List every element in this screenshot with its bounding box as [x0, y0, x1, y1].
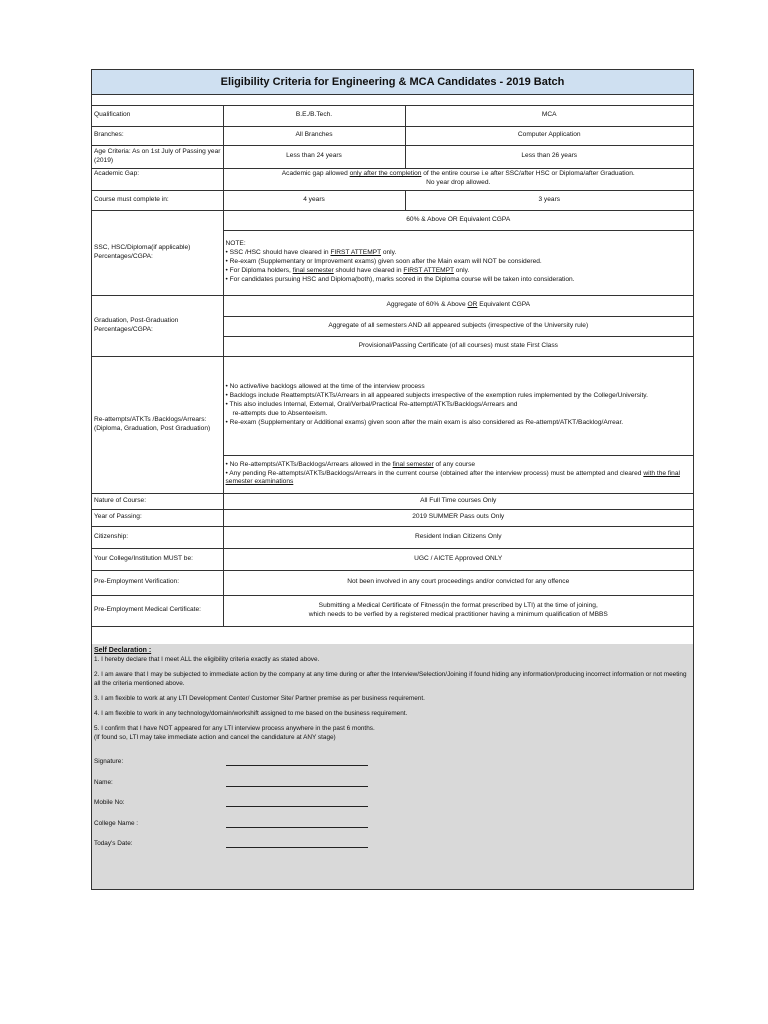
row-label: Citizenship: [92, 526, 223, 548]
mca-value: Computer Application [405, 126, 693, 145]
verification-value: Not been involved in any court proceedings and/or convicted for any offence [223, 570, 693, 595]
field-label: Name: [94, 778, 113, 786]
field-label: Today's Date: [94, 840, 133, 848]
row-label: Your College/Institution MUST be: [92, 548, 223, 570]
grad-semesters: Aggregate of all semesters AND all appeared subjects (irrespective of the University rule) [223, 316, 693, 336]
self-declaration [92, 644, 693, 889]
declaration-item: 2. I am aware that I may be subjected to immediate action by the company at any time during or after the Interview/Selection/Joining if found hiding any information/producing incorrect information or not meeting all the criteria mentioned above. [94, 670, 687, 687]
be-value: All Branches [223, 126, 405, 145]
ssc-percentage-value: 60% & Above OR Equivalent CGPA [223, 210, 693, 230]
grad-aggregate: Aggregate of 60% & Above OR Equivalent CGPA [223, 295, 693, 316]
row-label: Course must complete in: [92, 190, 223, 210]
declaration-item: 1. I hereby declare that I meet ALL the eligibility criteria exactly as stated above. [94, 655, 320, 663]
field-label: Signature: [94, 758, 124, 766]
row-label: Nature of Course: [92, 493, 223, 509]
row-label: SSC, HSC/Diploma(if applicable) Percentages/CGPA: [92, 210, 223, 295]
row-label: Qualification [92, 106, 223, 126]
reattempts-rules: • No active/live backlogs allowed at the time of the interview process • Backlogs include Reattempts/ATKTs/Arrears in all appeared subjects irrespective of the exemption rules implemented by the College/University. • This also includes Internal, External, Oral/Verbal/Practical Re-attempt/ATKTs/Backlogs/Arrears and re-attempts due to Absenteeism. • Re-exam (Supplementary or Additional exams) given soon after the main exam is also considered as Re-attempt/ATKT/Backlog/Arrear. [223, 356, 693, 455]
branches-row [92, 126, 693, 145]
blank-line[interactable] [226, 847, 368, 848]
row-label: Graduation, Post-Graduation Percentages/CGPA: [92, 295, 223, 356]
nature-row [92, 493, 693, 509]
college-value: UGC / AICTE Approved ONLY [223, 548, 693, 570]
nature-value: All Full Time courses Only [223, 493, 693, 509]
declaration-item: 4. I am flexible to work in any technology/domain/workshift assigned to me based on the business requirement. [94, 709, 408, 717]
graduation-row [92, 295, 693, 316]
underlined-text: only after the completion [349, 170, 422, 178]
gap-value: Academic gap allowed only after the completion of the entire course i.e after SSC/after HSC or Diploma/after Graduation. No year drop allowed. [223, 168, 693, 190]
blank-line[interactable] [226, 786, 368, 787]
citizenship-value: Resident Indian Citizens Only [223, 526, 693, 548]
medical-row [92, 595, 693, 626]
sheet-title: Eligibility Criteria for Engineering & MCA Candidates - 2019 Batch [92, 70, 693, 95]
ssc-hsc-row [92, 210, 693, 230]
year-row [92, 509, 693, 526]
row-label: Pre-Employment Medical Certificate: [92, 595, 223, 626]
mca-value: MCA [405, 106, 693, 126]
citizenship-row [92, 526, 693, 548]
reattempts-row [92, 356, 693, 455]
mobile-field[interactable] [94, 794, 691, 815]
mca-value: Less than 26 years [405, 145, 693, 168]
row-label: Branches: [92, 126, 223, 145]
age-row [92, 145, 693, 168]
declaration-heading: Self Declaration : [94, 647, 152, 654]
ssc-note: NOTE: • SSC /HSC should have cleared in FIRST ATTEMPT only. • Re-exam (Supplementary or Improvement exams) given soon after the Main exam will NOT be considered. • For Diploma holders, final semester should have cleared in FIRST ATTEMPT only. • For candidates pursuing HSC and Diploma(both), marks scored in the Diploma course will be taken into consideration. [223, 230, 693, 295]
row-label: Age Criteria: As on 1st July of Passing year (2019) [92, 145, 223, 168]
field-label: College Name : [94, 819, 139, 827]
row-label: Pre-Employment Verification: [92, 570, 223, 595]
blank-line[interactable] [226, 806, 368, 807]
qualification-row [92, 106, 693, 126]
college-row [92, 548, 693, 570]
be-value: Less than 24 years [223, 145, 405, 168]
college-name-field[interactable] [94, 814, 691, 835]
course-duration-row [92, 190, 693, 210]
field-label: Mobile No: [94, 799, 125, 807]
be-value: B.E./B.Tech. [223, 106, 405, 126]
final-semester-rules: • No Re-attempts/ATKTs/Backlogs/Arrears allowed in the final semester of any course • Any pending Re-attempts/ATKTs/Backlogs/Arrears in the current course (obtained after the interview process) must be attempted and cleared with the final semester examinations [223, 455, 693, 493]
row-label: Re-attempts/ATKTs /Backlogs/Arrears: (Diploma, Graduation, Post Graduation) [92, 356, 223, 493]
row-label: Academic Gap: [92, 168, 223, 190]
declaration-item: 3. I am flexible to work at any LTI Development Center/ Customer Site/ Partner premise as per business requirement. [94, 694, 425, 702]
grad-certificate: Provisional/Passing Certificate (of all courses) must state First Class [223, 336, 693, 356]
name-field[interactable] [94, 773, 691, 794]
declaration-item: 5. I confirm that I have NOT appeared for any LTI interview process anywhere in the past 6 months. (If found so, LTI may take immediate action and cancel the candidature at ANY stage) [94, 724, 375, 741]
medical-value: Submitting a Medical Certificate of Fitness(in the format prescribed by LTI) at the time of joining, which needs to be verfied by a registered medical practitioner having a minimum qualification of MBBS [223, 595, 693, 626]
blank-line[interactable] [226, 765, 368, 766]
year-value: 2019 SUMMER Pass outs Only [223, 509, 693, 526]
eligibility-sheet [91, 69, 694, 890]
mca-value: 3 years [405, 190, 693, 210]
signature-field[interactable] [94, 753, 691, 774]
verification-row [92, 570, 693, 595]
blank-line[interactable] [226, 827, 368, 828]
row-label: Year of Passing: [92, 509, 223, 526]
criteria-table [92, 106, 693, 627]
date-field[interactable] [94, 835, 691, 856]
academic-gap-row [92, 168, 693, 190]
spacer-row [92, 95, 693, 106]
be-value: 4 years [223, 190, 405, 210]
